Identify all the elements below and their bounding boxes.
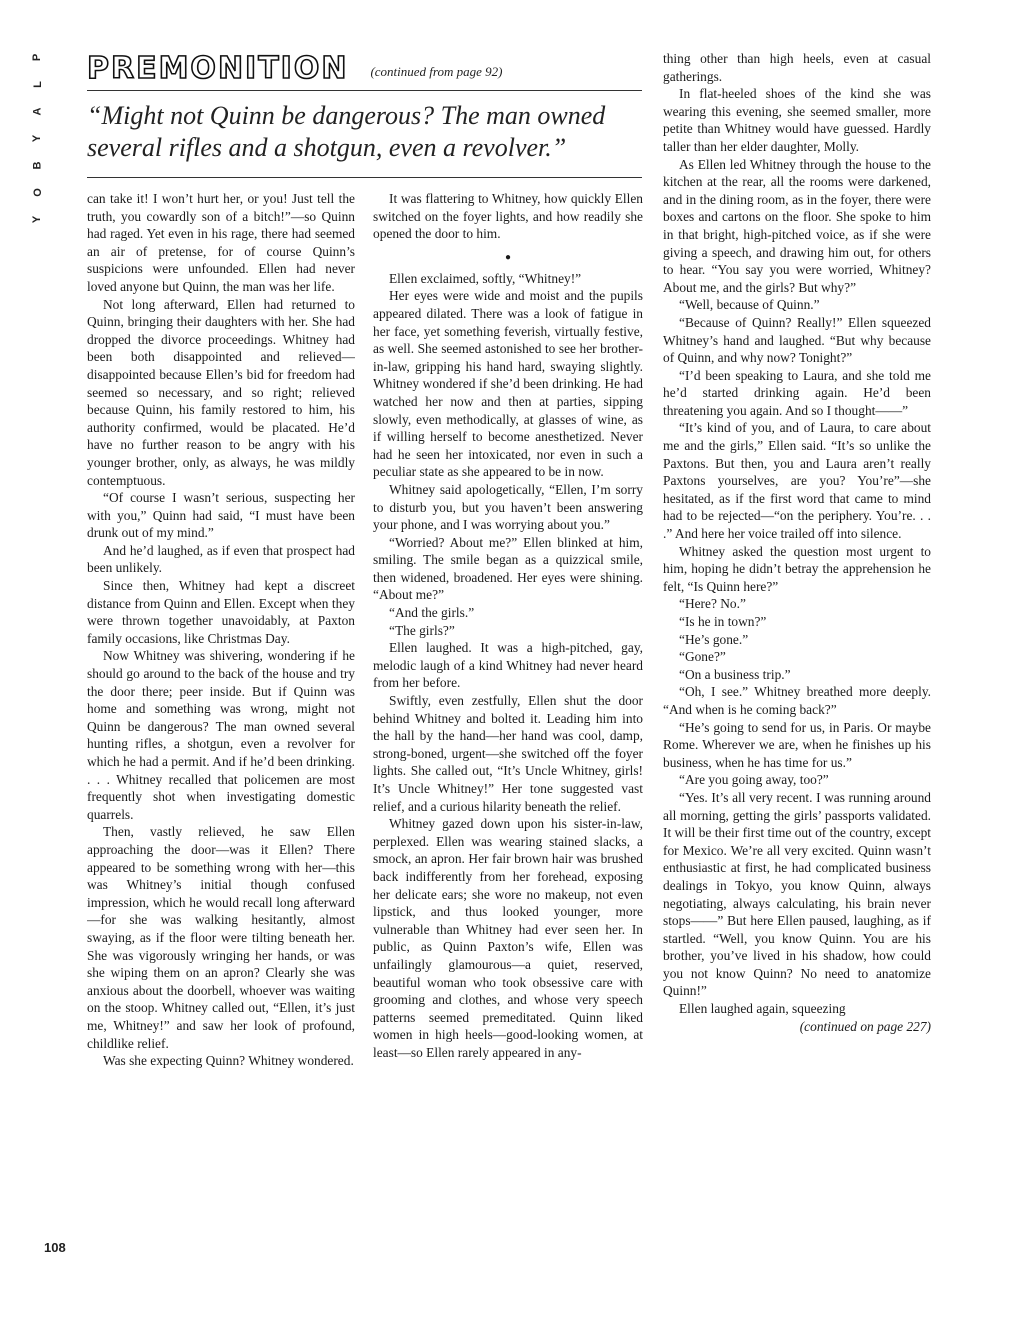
continued-on-note: (continued on page 227) bbox=[799, 1018, 931, 1034]
divider bbox=[87, 177, 642, 178]
paragraph: “The girls?” bbox=[389, 622, 455, 638]
spine-letter: Y bbox=[31, 134, 44, 143]
paragraph: Whitney gazed down upon his sister-in-law, perplexed. Ellen was wearing stained slacks, a smock, an apron. Her fair brown hair was brushed back indifferently from her forehead, exposing her delicate ears; she wore no makeup, not even lipstick, and thus looked younger, more vulnerable than Whitney had ever seen her. In public, as Quinn Paxton’s wife, Ellen was unfailingly glamourous—a quiet, reserved, beautiful woman who took obsessive care with grooming and clothes, and whose very speech patterns seemed premeditated. Quinn liked women in high heels—good-looking women, at least—so Ellen rarely appeared in any- bbox=[373, 816, 643, 1060]
paragraph: Was she expecting Quinn? Whitney wondered. bbox=[103, 1053, 354, 1069]
pull-quote: “Might not Quinn be dangerous? The man owned several rifles and a shotgun, even a revolver.” bbox=[87, 101, 606, 162]
paragraph: can take it! I won’t hurt her, or you! Just tell the truth, you cowardly son of a bitch!”—so Quinn had raged. Yet even in his rage, there had seemed an air of pretense, for of course Quinn’s suspicions were unfounded. Ellen had never loved anyone but Quinn, the man was her life. bbox=[87, 191, 355, 294]
spine-letter: L bbox=[31, 81, 44, 88]
paragraph: “Are you going away, too?” bbox=[679, 772, 829, 788]
paragraph: “I’d been speaking to Laura, and she told me he’d started drinking again. He’d been threatening you again. And so I thought——” bbox=[663, 367, 931, 418]
paragraph: Swiftly, even zestfully, Ellen shut the door behind Whitney and bolted it. Leading him into the hall by the hand—her hand was cool, damp, strong-boned, urgent—she switched off the foyer lights. She called out, “It’s Uncle Whitney, girls! It’s Uncle Whitney!” Her tone suggested vast relief, and a curious hilarity beneath the relief. bbox=[373, 693, 643, 814]
paragraph: Whitney asked the question most urgent to him, hoping he didn’t betray the apprehension he felt, “Is Quinn here?” bbox=[663, 543, 931, 594]
paragraph: “He’s going to send for us, in Paris. Or maybe Rome. Wherever we are, when he finishes up his business, when he has time for us.” bbox=[663, 719, 931, 770]
story-header bbox=[87, 48, 642, 84]
text-column-1 bbox=[87, 190, 355, 1265]
text-column-2 bbox=[373, 190, 643, 1265]
paragraph: Ellen laughed. It was a high-pitched, gay, melodic laugh of a kind Whitney had never heard from her before. bbox=[373, 640, 643, 691]
paragraph: “He’s gone.” bbox=[679, 631, 749, 647]
spine-letter: Y bbox=[31, 215, 44, 224]
paragraph: “Gone?” bbox=[679, 649, 726, 665]
paragraph: “Here? No.” bbox=[679, 596, 746, 612]
story-title: PREMONITION bbox=[87, 51, 349, 86]
magazine-spine-label bbox=[30, 44, 46, 233]
paragraph: “Because of Quinn? Really!” Ellen squeezed Whitney’s hand and laughed. “But why because of Quinn, and why now? Tonight?” bbox=[663, 314, 931, 366]
spine-letter: B bbox=[31, 161, 44, 170]
paragraph: thing other than high heels, even at casual gatherings. bbox=[663, 51, 931, 84]
page-number: 108 bbox=[44, 1240, 66, 1255]
paragraph: Whitney said apologetically, “Ellen, I’m sorry to disturb you, but you haven’t been answering your phone, and I was worrying about you.” bbox=[373, 481, 643, 533]
divider bbox=[87, 90, 642, 91]
paragraph: Since then, Whitney had kept a discreet distance from Quinn and Ellen. Except when they were thrown together unavoidably, at Paxton family occasions, like Christmas Day. bbox=[87, 578, 355, 646]
section-break-bullet: ● bbox=[504, 251, 512, 263]
paragraph: In flat-heeled shoes of the kind she was wearing this evening, she seemed smaller, more petite than Whitney would have guessed. Hardly taller than her elder daughter, Molly. bbox=[663, 86, 931, 154]
paragraph: Now Whitney was shivering, wondering if he should go around to the back of the house and try the door there; peer inside. But if Quinn was home and something was wrong, might not Quinn be dangerous? The man owned several hunting rifles, a shotgun, even a revolver for which he had a permit. And if he’d been drinking. . . . Whitney recalled that policemen are most frequently shot when investigating domestic quarrels. bbox=[87, 648, 355, 822]
paragraph: “It’s kind of you, and of Laura, to care about me and the girls,” Ellen said. “It’s so unlike the Paxtons. But then, you and Laura aren’t really Paxtons yourselves, are you? You’re”—she hesitated, as if the first word that came to mind had to be rejected—“on the periphery. You’re. . . .” And here her voice trailed off into silence. bbox=[663, 420, 931, 542]
spine-letter: O bbox=[31, 188, 44, 197]
text-column-3 bbox=[663, 50, 931, 1250]
paragraph: Ellen exclaimed, softly, “Whitney!” bbox=[389, 270, 582, 286]
paragraph: Not long afterward, Ellen had returned to Quinn, bringing their daughters with her. She had dropped the divorce proceedings. Whitney had been both disappointed and relieved—disappointed because Ellen’s bid for freedom had seemed so necessary, and so right; relieved because Quinn, his family restored to him, his authority confirmed, would be placated. He’d have no further reason to be angry with his younger brother, only, as always, he was mildly contemptuous. bbox=[87, 296, 355, 488]
paragraph: “Oh, I see.” Whitney breathed more deeply. “And when is he coming back?” bbox=[663, 684, 931, 717]
paragraph: “Yes. It’s all very recent. I was running around all morning, getting the girls’ passports validated. It will be their first time out of the country, except for Mexico. We’re all very excited. Quinn wasn’t enthusiastic at first, he had complicated business dealings in Tokyo, you know Quinn, always negotiating, always calculating, his brain never stops——” But here Ellen paused, laughing, as if startled. “Well, you know Quinn. You are his brother, you’ve lived in his shadow, how could you not know Quinn? No need to anatomize Quinn!” bbox=[663, 789, 931, 999]
paragraph: “Worried? About me?” Ellen blinked at him, smiling. The smile began as a quizzical smile, then widened, broadened. Her eyes were shining. “About me?” bbox=[373, 534, 643, 603]
paragraph: “Is he in town?” bbox=[679, 614, 767, 629]
paragraph: “And the girls.” bbox=[389, 605, 475, 621]
paragraph: As Ellen led Whitney through the house to the kitchen at the rear, all the rooms were darkened, and in the dining room, as in the foyer, there were boxes and cartons on the floor. She spoke to him in that bright, high-pitched voice, as if she were giving a speech, and drawing him out, for others to hear. “You say you were worried, Whitney? About me, and the girls? But why?” bbox=[663, 156, 931, 295]
paragraph: Then, vastly relieved, he saw Ellen approaching the door—was it Ellen? There appeared to be something wrong with her—this was Whitney’s initial though confused impression, which he would recall long afterward—for she was walking hesitantly, almost swaying, as if the floor were tilting beneath her. She was vigorously wringing her hands, or was she wiping them on an apron? Clearly she was anxious about the doorbell, whoever was waiting on the stoop. Whitney called out, “Ellen, it’s just me, Whitney!” and saw her look of profound, childlike relief. bbox=[87, 824, 355, 1051]
paragraph: “Of course I wasn’t serious, suspecting her with you,” Quinn had said, “I must have been drunk out of my mind.” bbox=[87, 490, 355, 541]
spine-letter: A bbox=[31, 107, 44, 116]
paragraph: “Well, because of Quinn.” bbox=[679, 297, 820, 313]
continued-from-note: (continued from page 92) bbox=[370, 64, 503, 79]
paragraph: And he’d laughed, as if even that prospect had been unlikely. bbox=[87, 542, 355, 576]
spine-letter: P bbox=[31, 53, 44, 62]
paragraph: “On a business trip.” bbox=[679, 666, 791, 682]
paragraph: Her eyes were wide and moist and the pupils appeared dilated. There was a look of fatigue in her face, yet something feverish, virtually festive, as well. She seemed astonished to see her brother-in-law, gripping his hand hard, swaying slightly. Whitney wondered if she’d been drinking. He had watched her now and then at parties, sipping slowly, even methodically, at glasses of wine, as if willing herself to become anesthetized. Never had he seen her intoxicated, nor even in such a peculiar state as she appeared to be in now. bbox=[373, 288, 643, 480]
paragraph: It was flattering to Whitney, how quickly Ellen switched on the foyer lights, and how readily she opened the door to him. bbox=[373, 191, 643, 242]
paragraph: Ellen laughed again, squeezing bbox=[679, 1001, 846, 1017]
